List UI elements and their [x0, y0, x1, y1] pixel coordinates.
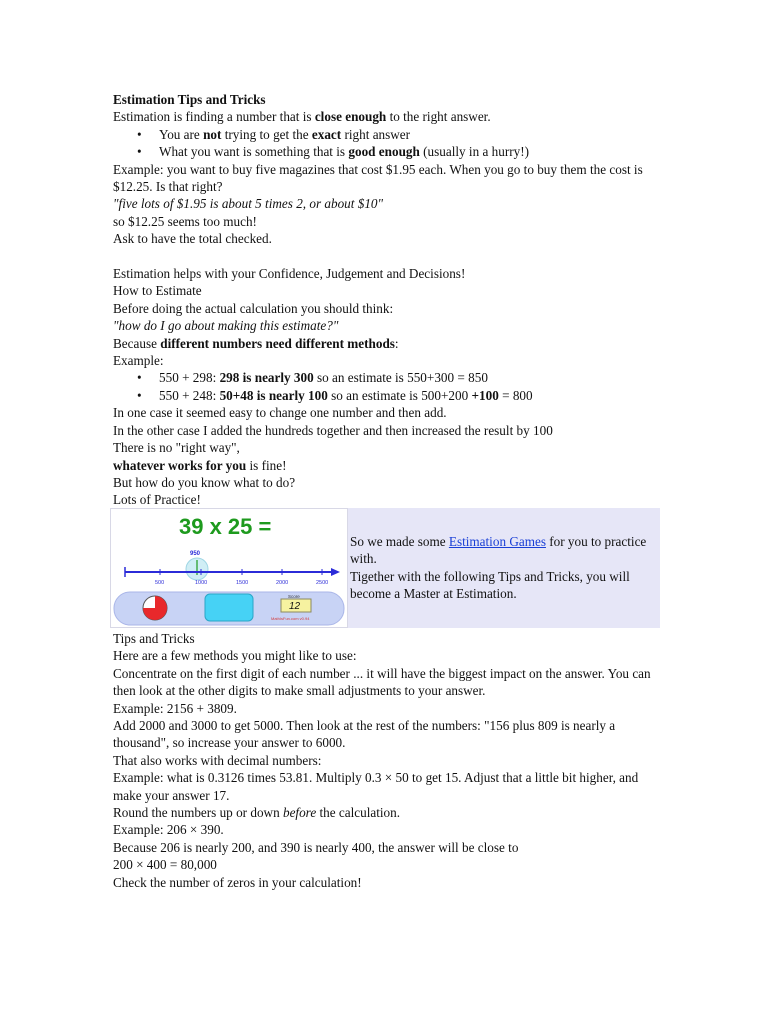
- quote-five-lots: "five lots of $1.95 is about 5 times 2, or about $10": [113, 196, 384, 212]
- bullet-bold: not: [203, 126, 222, 142]
- tick-label: 1500: [236, 580, 249, 586]
- page-title: Estimation Tips and Tricks: [113, 92, 266, 107]
- case2-text: In the other case I added the hundreds together and then increased the result by 100: [113, 422, 553, 438]
- tick-label: 2500: [316, 580, 329, 586]
- round-pre: Round the numbers up or down: [113, 805, 283, 821]
- ask-check-text: Ask to have the total checked.: [113, 231, 272, 247]
- no-right-way-text: There is no "right way",: [113, 440, 240, 456]
- too-much-text: so $12.25 seems too much!: [113, 213, 257, 229]
- bullet-text: right answer: [341, 126, 411, 142]
- tips-heading: Tips and Tricks: [113, 631, 195, 646]
- list-item: [113, 369, 653, 386]
- example-decimal: Example: what is 0.3126 times 53.81. Multiply 0.3 × 50 to get 15. Adjust that a little bit higher, and make your answer 17.: [113, 770, 639, 803]
- because-bold: different numbers need different methods: [160, 335, 395, 351]
- game-promo: [110, 508, 660, 628]
- round-text: [113, 804, 653, 821]
- bullet-bold: 298 is nearly 300: [219, 370, 314, 386]
- list-item: [113, 387, 653, 404]
- caption-post: for you to practice with.: [350, 534, 647, 567]
- tick-label: 1000: [195, 580, 208, 586]
- whatever-works-text: [113, 457, 653, 474]
- round-italic: before: [282, 805, 317, 821]
- helps-text: Estimation helps with your Confidence, Judgement and Decisions!: [113, 266, 466, 282]
- answer-box[interactable]: [205, 594, 253, 621]
- bullet-list-1: [113, 126, 653, 161]
- example-206: Example: 206 × 390.: [113, 822, 224, 838]
- score-value: 12: [289, 601, 301, 612]
- problem-text: 39 x 25 =: [179, 514, 272, 539]
- example-label: Example:: [113, 353, 164, 369]
- list-item: [113, 143, 653, 160]
- tick-label: 500: [155, 580, 165, 586]
- practice-text: Lots of Practice!: [113, 492, 201, 508]
- arrow-right-icon: [331, 568, 340, 576]
- because-post: :: [394, 335, 399, 351]
- example-magazines: Example: you want to buy five magazines that cost $1.95 each. When you go to buy them the cost is $12.25. Is that right?: [113, 161, 643, 195]
- intro-text: [113, 108, 653, 125]
- bullet-bold: +100: [471, 387, 499, 403]
- marker-value: 950: [190, 551, 201, 557]
- intro-post: to the right answer.: [386, 109, 491, 125]
- whatever-bold: whatever works for you: [113, 457, 247, 473]
- bullet-text: What you want is something that is: [159, 144, 349, 160]
- bullet-text: so an estimate is 500+200: [327, 387, 472, 403]
- bullet-text: trying to get the: [221, 126, 312, 142]
- because-pre: Because: [113, 335, 161, 351]
- tips-intro: Here are a few methods you might like to use:: [113, 648, 357, 664]
- bullet-text: = 800: [498, 387, 533, 403]
- bullet-bold: 50+48 is nearly 100: [219, 387, 328, 403]
- caption-pre: So we made some: [350, 534, 449, 549]
- whatever-post: is fine!: [246, 457, 287, 473]
- tick-labels: [155, 580, 328, 586]
- zeros-text: Check the number of zeros in your calculation!: [113, 874, 362, 890]
- bullet-list-2: [113, 369, 653, 404]
- example-2156: Example: 2156 + 3809.: [113, 700, 237, 716]
- estimation-game-screenshot[interactable]: [110, 508, 348, 628]
- game-footer: MathIsFun.com v0.94: [271, 616, 310, 621]
- add-2000-text: Add 2000 and 3000 to get 5000. Then look at the rest of the numbers: "156 plus 809 is nearly a thousand", so increase your answer to 6000.: [113, 718, 616, 751]
- bullet-text: (usually in a hurry!): [419, 144, 529, 160]
- product-text: 200 × 400 = 80,000: [113, 857, 217, 873]
- decimal-text: That also works with decimal numbers:: [113, 752, 322, 768]
- bullet-text: You are: [159, 126, 204, 142]
- quote-how-do-i: "how do I go about making this estimate?": [113, 318, 339, 334]
- how-to-estimate-heading: How to Estimate: [113, 283, 202, 299]
- article-bottom: [113, 630, 653, 891]
- list-item: [113, 126, 653, 143]
- how-know-text: But how do you know what to do?: [113, 474, 296, 490]
- intro-bold: close enough: [314, 109, 387, 125]
- caption-line2: Tigether with the following Tips and Tricks, you will become a Master at Estimation.: [350, 568, 630, 602]
- score-label: Score: [288, 594, 300, 599]
- bullet-text: so an estimate is 550+300 = 850: [313, 370, 488, 386]
- estimation-games-link[interactable]: Estimation Games: [448, 534, 546, 549]
- because-text: [113, 335, 653, 352]
- intro-pre: Estimation is finding a number that is: [113, 109, 315, 125]
- bullet-bold: good enough: [348, 144, 420, 160]
- tip-first-digit: Concentrate on the first digit of each number ... it will have the biggest impact on the answer. You can then look at the other digits to make small adjustments to your answer.: [113, 665, 651, 699]
- round-post: the calculation.: [316, 805, 401, 821]
- because-206-text: Because 206 is nearly 200, and 390 is nearly 400, the answer will be close to: [113, 839, 519, 855]
- bullet-text: 550 + 248:: [159, 387, 220, 403]
- tick-label: 2000: [276, 580, 289, 586]
- article-top: [113, 91, 653, 509]
- case1-text: In one case it seemed easy to change one number and then add.: [113, 405, 447, 421]
- bullet-bold: exact: [311, 126, 342, 142]
- game-caption: [348, 508, 660, 628]
- game-graphic: [111, 509, 347, 627]
- before-text: Before doing the actual calculation you should think:: [113, 300, 394, 316]
- bullet-text: 550 + 298:: [159, 370, 220, 386]
